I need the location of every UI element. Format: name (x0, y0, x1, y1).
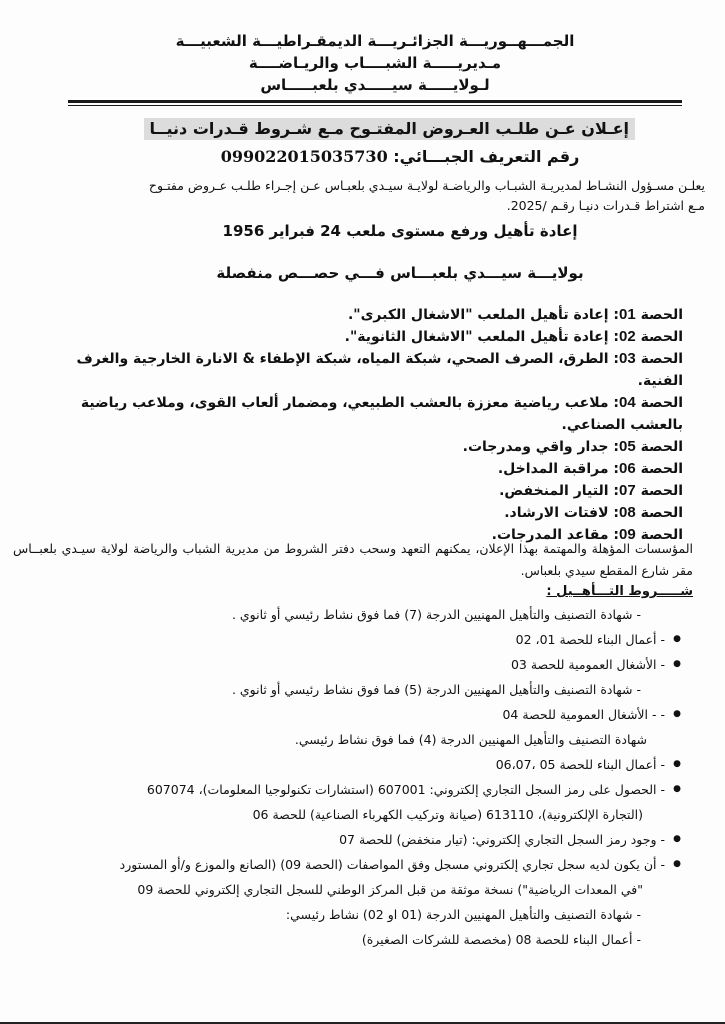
institutions-paragraph: المؤسسات المؤهلة والمهتمة بهذا الإعلان، يمكنهم التعهد وسحب دفتر الشروط من مديرية الشباب والرياضة لولاية سيـدي بلعبــاس مقر شارع المقطع سيدي بلعباس. (13, 541, 693, 578)
lot-label: الحصة (640, 505, 683, 521)
lot-number: 09 (619, 526, 636, 543)
announcement-title: إعـلان عـن طلـب العـروض المفتـوح مـع شـروط قـدرات دنيــا (144, 118, 635, 140)
lot-text: : إعادة تأهيل الملعب "الاشغال الكبرى". (347, 307, 619, 323)
lot-text: : جدار واقي ومدرجات. (462, 439, 619, 455)
lot-label: الحصة (640, 351, 683, 367)
lot-item (43, 458, 683, 480)
lot-item (43, 348, 683, 392)
condition-item-continuation: "في المعدات الرياضية") نسخة موثقة من قبل المركز الوطني للسجل التجاري إلكتروني للحصة 09 (137, 882, 643, 897)
lot-text: : إعادة تأهيل الملعب "الاشغال الثانوية". (344, 329, 619, 345)
tax-id-label: رقم التعريف الجبـــائي: (393, 147, 580, 166)
intro-line-1: يعلـن مسـؤول النشـاط لمديريـة الشبـاب والرياضـة لولايـة سيـدي بلعبـاس عـن إجـراء طلـب عـروض مفتـوح (148, 178, 705, 193)
conditions-title: شـــــروط التـــأهــيل : (546, 584, 693, 599)
lot-item (43, 502, 683, 524)
lot-item (43, 326, 683, 348)
condition-item: شهادة التصنيف والتأهيل المهنيين الدرجة (4) فما فوق نشاط رئيسي. (294, 732, 647, 747)
condition-item: - شهادة التصنيف والتأهيل المهنيين الدرجة (01 او 02) نشاط رئيسي: (285, 907, 641, 922)
header-republic: الجمـــهــوريـــة الجزائـريـــة الديمقـراطيـــة الشعبيـــة (175, 32, 575, 50)
lot-number: 01 (619, 306, 636, 323)
lot-text: : مقاعد المدرجات. (491, 527, 619, 543)
condition-item: ● - أعمال البناء للحصة 05 ،06،07 (31, 752, 691, 777)
lot-number: 05 (619, 438, 636, 455)
lot-label: الحصة (640, 461, 683, 477)
condition-item: ● - أعمال البناء للحصة 01، 02 (31, 627, 691, 652)
lot-number: 02 (619, 328, 636, 345)
intro-line-2: مـع اشتراط قـدرات دنيـا رقـم /2025. (506, 198, 705, 213)
lot-number: 06 (619, 460, 636, 477)
tax-id-number: 099022015035730 (220, 147, 388, 166)
lot-item (43, 392, 683, 436)
conditions-list (31, 602, 691, 952)
condition-item: - شهادة التصنيف والتأهيل المهنيين الدرجة (5) فما فوق نشاط رئيسي أو ثانوي . (231, 682, 641, 697)
lot-label: الحصة (640, 527, 683, 543)
lot-label: الحصة (640, 483, 683, 499)
project-subtitle: بولايـــة سيـــدي بلعبـــاس فـــي حصـــص منفصلة (216, 264, 584, 282)
lot-number: 07 (619, 482, 636, 499)
lot-number: 08 (619, 504, 636, 521)
intro-paragraph (45, 176, 705, 216)
condition-item: ● - أن يكون لديه سجل تجاري إلكتروني مسجل وفق المواصفات (الحصة 09) (الصانع والموزع و/أو المستورد (31, 852, 691, 877)
lot-text: : لافتات الارشاد. (504, 505, 619, 521)
lot-item (43, 480, 683, 502)
lot-label: الحصة (640, 439, 683, 455)
condition-item: - شهادة التصنيف والتأهيل المهنيين الدرجة (7) فما فوق نشاط رئيسي أو ثانوي . (231, 607, 641, 622)
condition-item-continuation: (التجارة الإلكترونية)، 613110 (صيانة وتركيب الكهرباء الصناعية) للحصة 06 (252, 807, 643, 822)
header-divider-thin (68, 105, 682, 106)
lot-text: : التيار المنخفض. (499, 483, 619, 499)
lot-item (43, 436, 683, 458)
condition-item: - أعمال البناء للحصة 08 (مخصصة للشركات الصغيرة) (361, 932, 641, 947)
lot-text: : الطرق، الصرف الصحي، شبكة المياه، شبكة الإطفاء & الانارة الخارجية والغرف الفنية. (76, 351, 683, 389)
lot-text: : مراقبة المداخل. (497, 461, 619, 477)
lot-item (43, 304, 683, 326)
lot-number: 03 (619, 350, 636, 367)
lot-label: الحصة (640, 395, 683, 411)
condition-item: ● - الأشغال العمومية للحصة 03 (31, 652, 691, 677)
header-directorate: مـديريـــــة الشبــــاب والريـاضــــة (248, 54, 502, 72)
project-title: إعادة تأهيل ورفع مستوى ملعب 24 فبراير 1956 (222, 222, 578, 240)
header-divider-thick (68, 100, 682, 103)
condition-item: ● - وجود رمز السجل التجاري إلكتروني: (تيار منخفض) للحصة 07 (31, 827, 691, 852)
lot-number: 04 (619, 394, 636, 411)
header-wilaya: لـولايـــــة سيـــــدي بلعبـــــاس (260, 76, 490, 94)
condition-item: ● - الحصول على رمز السجل التجاري إلكتروني: 607001 (استشارات تكنولوجيا المعلومات)، 607074 (31, 777, 691, 802)
condition-item: ● - - الأشغال العمومية للحصة 04 (31, 702, 691, 727)
tax-id-line (100, 146, 700, 168)
lot-label: الحصة (640, 329, 683, 345)
lots-list (43, 304, 683, 546)
lot-text: : ملاعب رياضية معززة بالعشب الطبيعي، ومضمار ألعاب القوى، وملاعب رياضية بالعشب الصناعي. (80, 395, 683, 433)
lot-label: الحصة (640, 307, 683, 323)
